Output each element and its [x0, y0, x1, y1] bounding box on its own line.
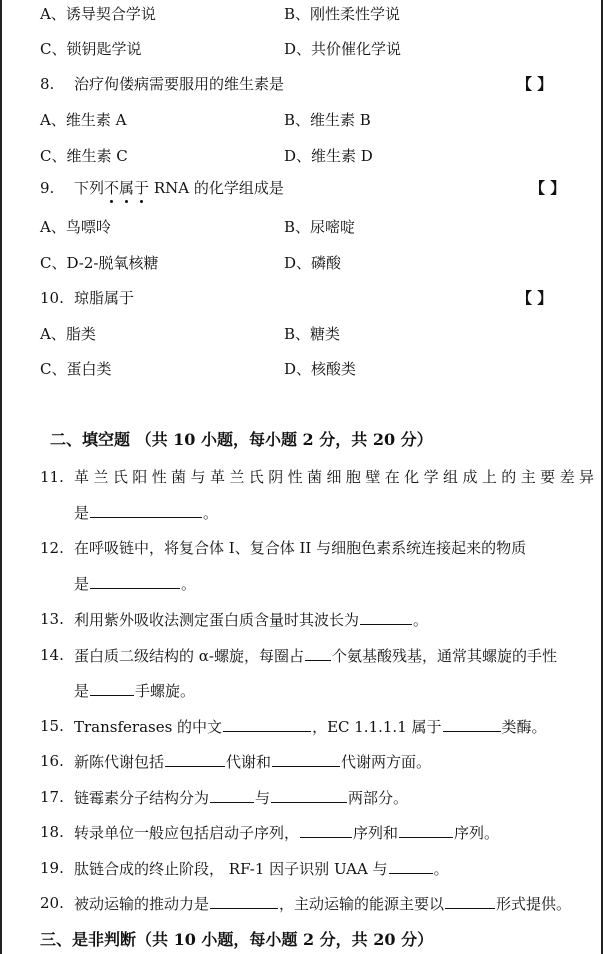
q9-emphasis-char: 属 — [119, 179, 134, 197]
q17-number: 17. — [40, 788, 64, 806]
q10-option-b: B、糖类 — [284, 325, 341, 343]
answer-blank[interactable] — [300, 822, 352, 838]
q13-number: 13. — [40, 610, 64, 628]
q19-number: 19. — [40, 859, 64, 877]
q11-number: 11. — [40, 468, 64, 486]
q10-option-c: C、蛋白类 — [40, 360, 112, 378]
answer-blank[interactable] — [90, 573, 180, 589]
answer-blank[interactable] — [445, 893, 495, 909]
q7-option-c: C、锁钥匙学说 — [40, 40, 142, 58]
q20-text: 被动运输的推动力是 ，主动运输的能源主要以 形式提供。 — [74, 895, 572, 913]
q7-option-d: D、共价催化学说 — [284, 40, 402, 58]
answer-blank[interactable] — [305, 645, 331, 661]
q8-option-b: B、维生素 B — [284, 111, 371, 129]
q9-option-c: C、D-2-脱氧核糖 — [40, 254, 159, 272]
q20-number: 20. — [40, 894, 64, 912]
q17-text: 链霉素分子结构分为 与 两部分。 — [74, 789, 409, 807]
q8-number: 8. — [40, 75, 55, 93]
q19-text: 肽链合成的终止阶段， RF-1 因子识别 UAA 与 。 — [74, 860, 449, 878]
section-2-heading: 二、填空题 （共 10 小题，每小题 2 分，共 20 分） — [50, 430, 433, 449]
answer-blank[interactable] — [271, 787, 347, 803]
answer-blank[interactable] — [399, 822, 453, 838]
q9-text — [74, 178, 284, 198]
q10-text: 琼脂属于 — [74, 289, 135, 307]
page-left-border — [0, 0, 2, 954]
answer-blank[interactable] — [210, 787, 254, 803]
q8-option-c: C、维生素 C — [40, 147, 128, 165]
q7-option-b: B、刚性柔性学说 — [284, 5, 401, 23]
answer-blank[interactable] — [165, 751, 225, 767]
answer-blank[interactable] — [389, 858, 433, 874]
q9-answer-bracket: 【 】 — [530, 179, 566, 197]
answer-blank[interactable] — [272, 751, 340, 767]
answer-blank[interactable] — [443, 716, 501, 732]
q14-line2: 是 手螺旋。 — [74, 682, 196, 700]
q15-text: Transferases 的中文 ，EC 1.1.1.1 属于 类酶。 — [74, 718, 547, 736]
q13-text: 利用紫外吸收法测定蛋白质含量时其波长为 。 — [74, 611, 429, 629]
q16-text: 新陈代谢包括 代谢和 代谢两方面。 — [74, 753, 432, 771]
q15-number: 15. — [40, 717, 64, 735]
q10-option-a: A、脂类 — [40, 325, 96, 343]
answer-blank[interactable] — [210, 893, 278, 909]
q18-text: 转录单位一般应包括启动子序列， 序列和 序列。 — [74, 824, 500, 842]
q12-line2: 是 。 — [74, 575, 197, 593]
answer-blank[interactable] — [90, 680, 134, 696]
q9-text-pre: 下列 — [74, 179, 105, 197]
q12-text: 在呼吸链中，将复合体 I、复合体 II 与细胞色素系统连接起来的物质 — [74, 539, 527, 557]
section-3-heading: 三、是非判断（共 10 小题，每小题 2 分，共 20 分） — [40, 930, 434, 949]
q9-option-a: A、鸟嘌呤 — [40, 218, 111, 236]
q7-option-a: A、诱导契合学说 — [40, 5, 156, 23]
q10-option-d: D、核酸类 — [284, 360, 357, 378]
q9-text-post: RNA 的化学组成是 — [149, 179, 284, 197]
q11-line2: 是 。 — [74, 504, 219, 522]
q10-number: 10. — [40, 289, 64, 307]
q8-option-d: D、维生素 D — [284, 147, 373, 165]
q11-text: 革兰氏阳性菌与革兰氏阴性菌细胞壁在化学组成上的主要差异 — [74, 468, 594, 486]
q16-number: 16. — [40, 752, 64, 770]
answer-blank[interactable] — [90, 502, 202, 518]
q9-option-d: D、磷酸 — [284, 254, 342, 272]
q18-number: 18. — [40, 823, 64, 841]
q8-option-a: A、维生素 A — [40, 111, 127, 129]
answer-blank[interactable] — [223, 716, 311, 732]
q14-number: 14. — [40, 646, 64, 664]
q9-number: 9. — [40, 179, 55, 197]
q10-answer-bracket: 【 】 — [517, 289, 553, 307]
answer-blank[interactable] — [360, 609, 412, 625]
q8-answer-bracket: 【 】 — [517, 75, 553, 93]
q9-option-b: B、尿嘧啶 — [284, 218, 356, 236]
q9-emphasis-char: 不 — [104, 179, 119, 197]
q9-emphasis-char: 于 — [134, 179, 149, 197]
q8-text: 治疗佝偻病需要服用的维生素是 — [74, 75, 285, 93]
q14-text: 蛋白质二级结构的 α-螺旋，每圈占 个氨基酸残基，通常其螺旋的手性 — [74, 647, 557, 665]
q12-number: 12. — [40, 539, 64, 557]
